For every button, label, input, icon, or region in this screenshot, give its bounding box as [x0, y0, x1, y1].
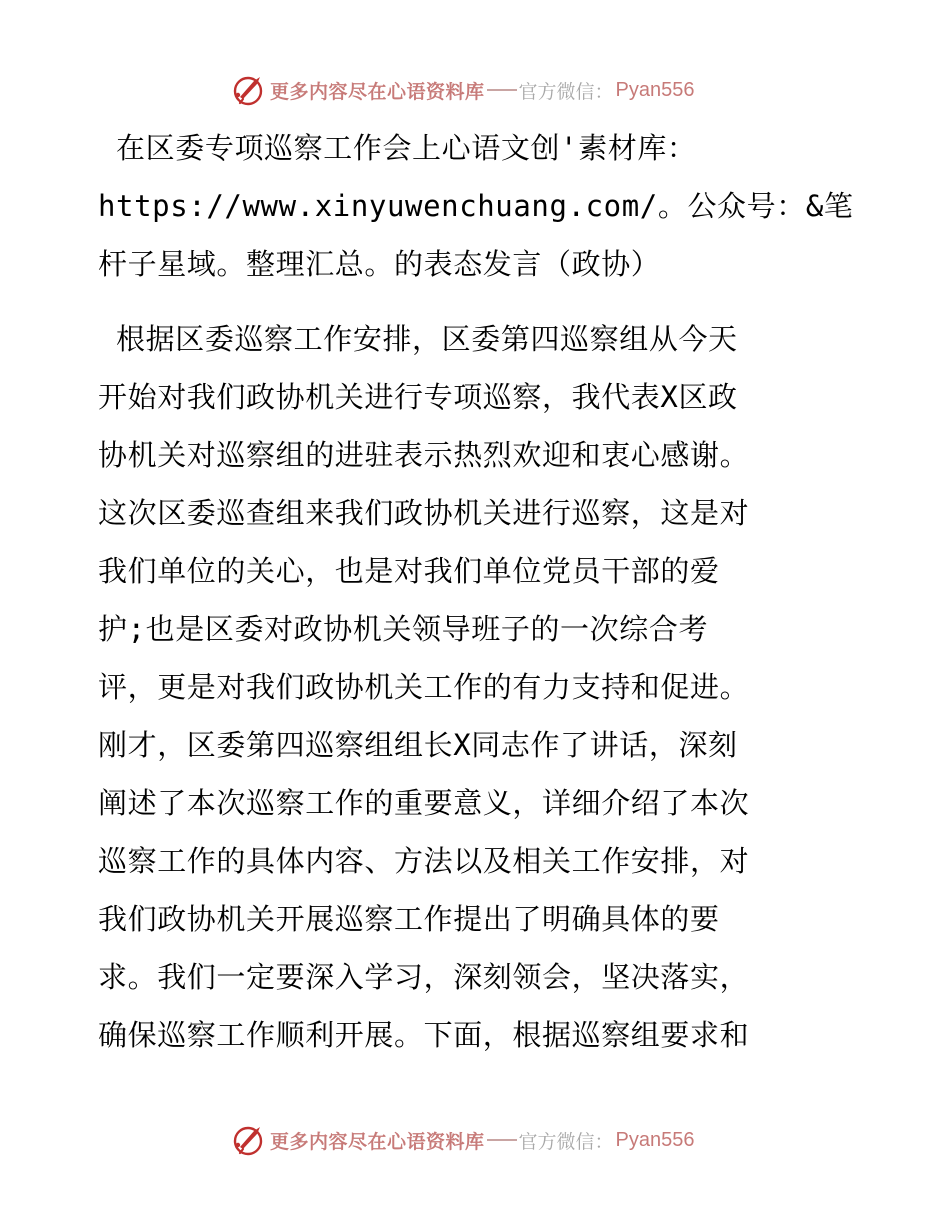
body-line: 我们单位的关心，也是对我们单位党员干部的爱 — [98, 554, 720, 588]
body-line: 协机关对巡察组的进驻表示热烈欢迎和衷心感谢。 — [98, 438, 750, 472]
body-line: 刚才，区委第四巡察组组长X同志作了讲话，深刻 — [98, 728, 738, 762]
body-line: 求。我们一定要深入学习，深刻领会，坚决落实， — [98, 960, 750, 994]
banner-wechat-label: 官方微信： — [518, 1130, 614, 1153]
quill-logo-icon — [232, 73, 266, 107]
body-line: 护;也是区委对政协机关领导班子的一次综合考 — [98, 612, 709, 646]
banner-text: 更多内容尽在心语资料库 — [270, 80, 485, 103]
body-line: 巡察工作的具体内容、方法以及相关工作安排，对 — [98, 844, 750, 878]
title-line: https://www.xinyuwenchuang.com/。公众号：&笔 — [98, 189, 854, 223]
header-banner — [232, 72, 695, 108]
banner-wechat-label: 官方微信： — [518, 80, 614, 103]
banner-dash — [487, 89, 517, 91]
body-line: 确保巡察工作顺利开展。下面，根据巡察组要求和 — [98, 1018, 750, 1052]
body-line: 评，更是对我们政协机关工作的有力支持和促进。 — [98, 670, 750, 704]
body-line: 我们政协机关开展巡察工作提出了明确具体的要 — [98, 902, 720, 936]
banner-dash — [487, 1139, 517, 1141]
banner-text: 更多内容尽在心语资料库 — [270, 1130, 485, 1153]
banner-wechat-id: Pyan556 — [615, 78, 695, 101]
body-line: 根据区委巡察工作安排，区委第四巡察组从今天 — [98, 322, 738, 356]
body-line: 阐述了本次巡察工作的重要意义，详细介绍了本次 — [98, 786, 750, 820]
footer-banner — [232, 1122, 695, 1158]
title-line: 在区委专项巡察工作会上心语文创'素材库： — [98, 131, 697, 165]
body-line: 开始对我们政协机关进行专项巡察，我代表X区政 — [98, 380, 738, 414]
title-line: 杆子星域。整理汇总。的表态发言（政协） — [98, 247, 661, 281]
quill-logo-icon — [232, 1123, 266, 1157]
body-line: 这次区委巡查组来我们政协机关进行巡察，这是对 — [98, 496, 750, 530]
banner-wechat-id: Pyan556 — [615, 1128, 695, 1151]
